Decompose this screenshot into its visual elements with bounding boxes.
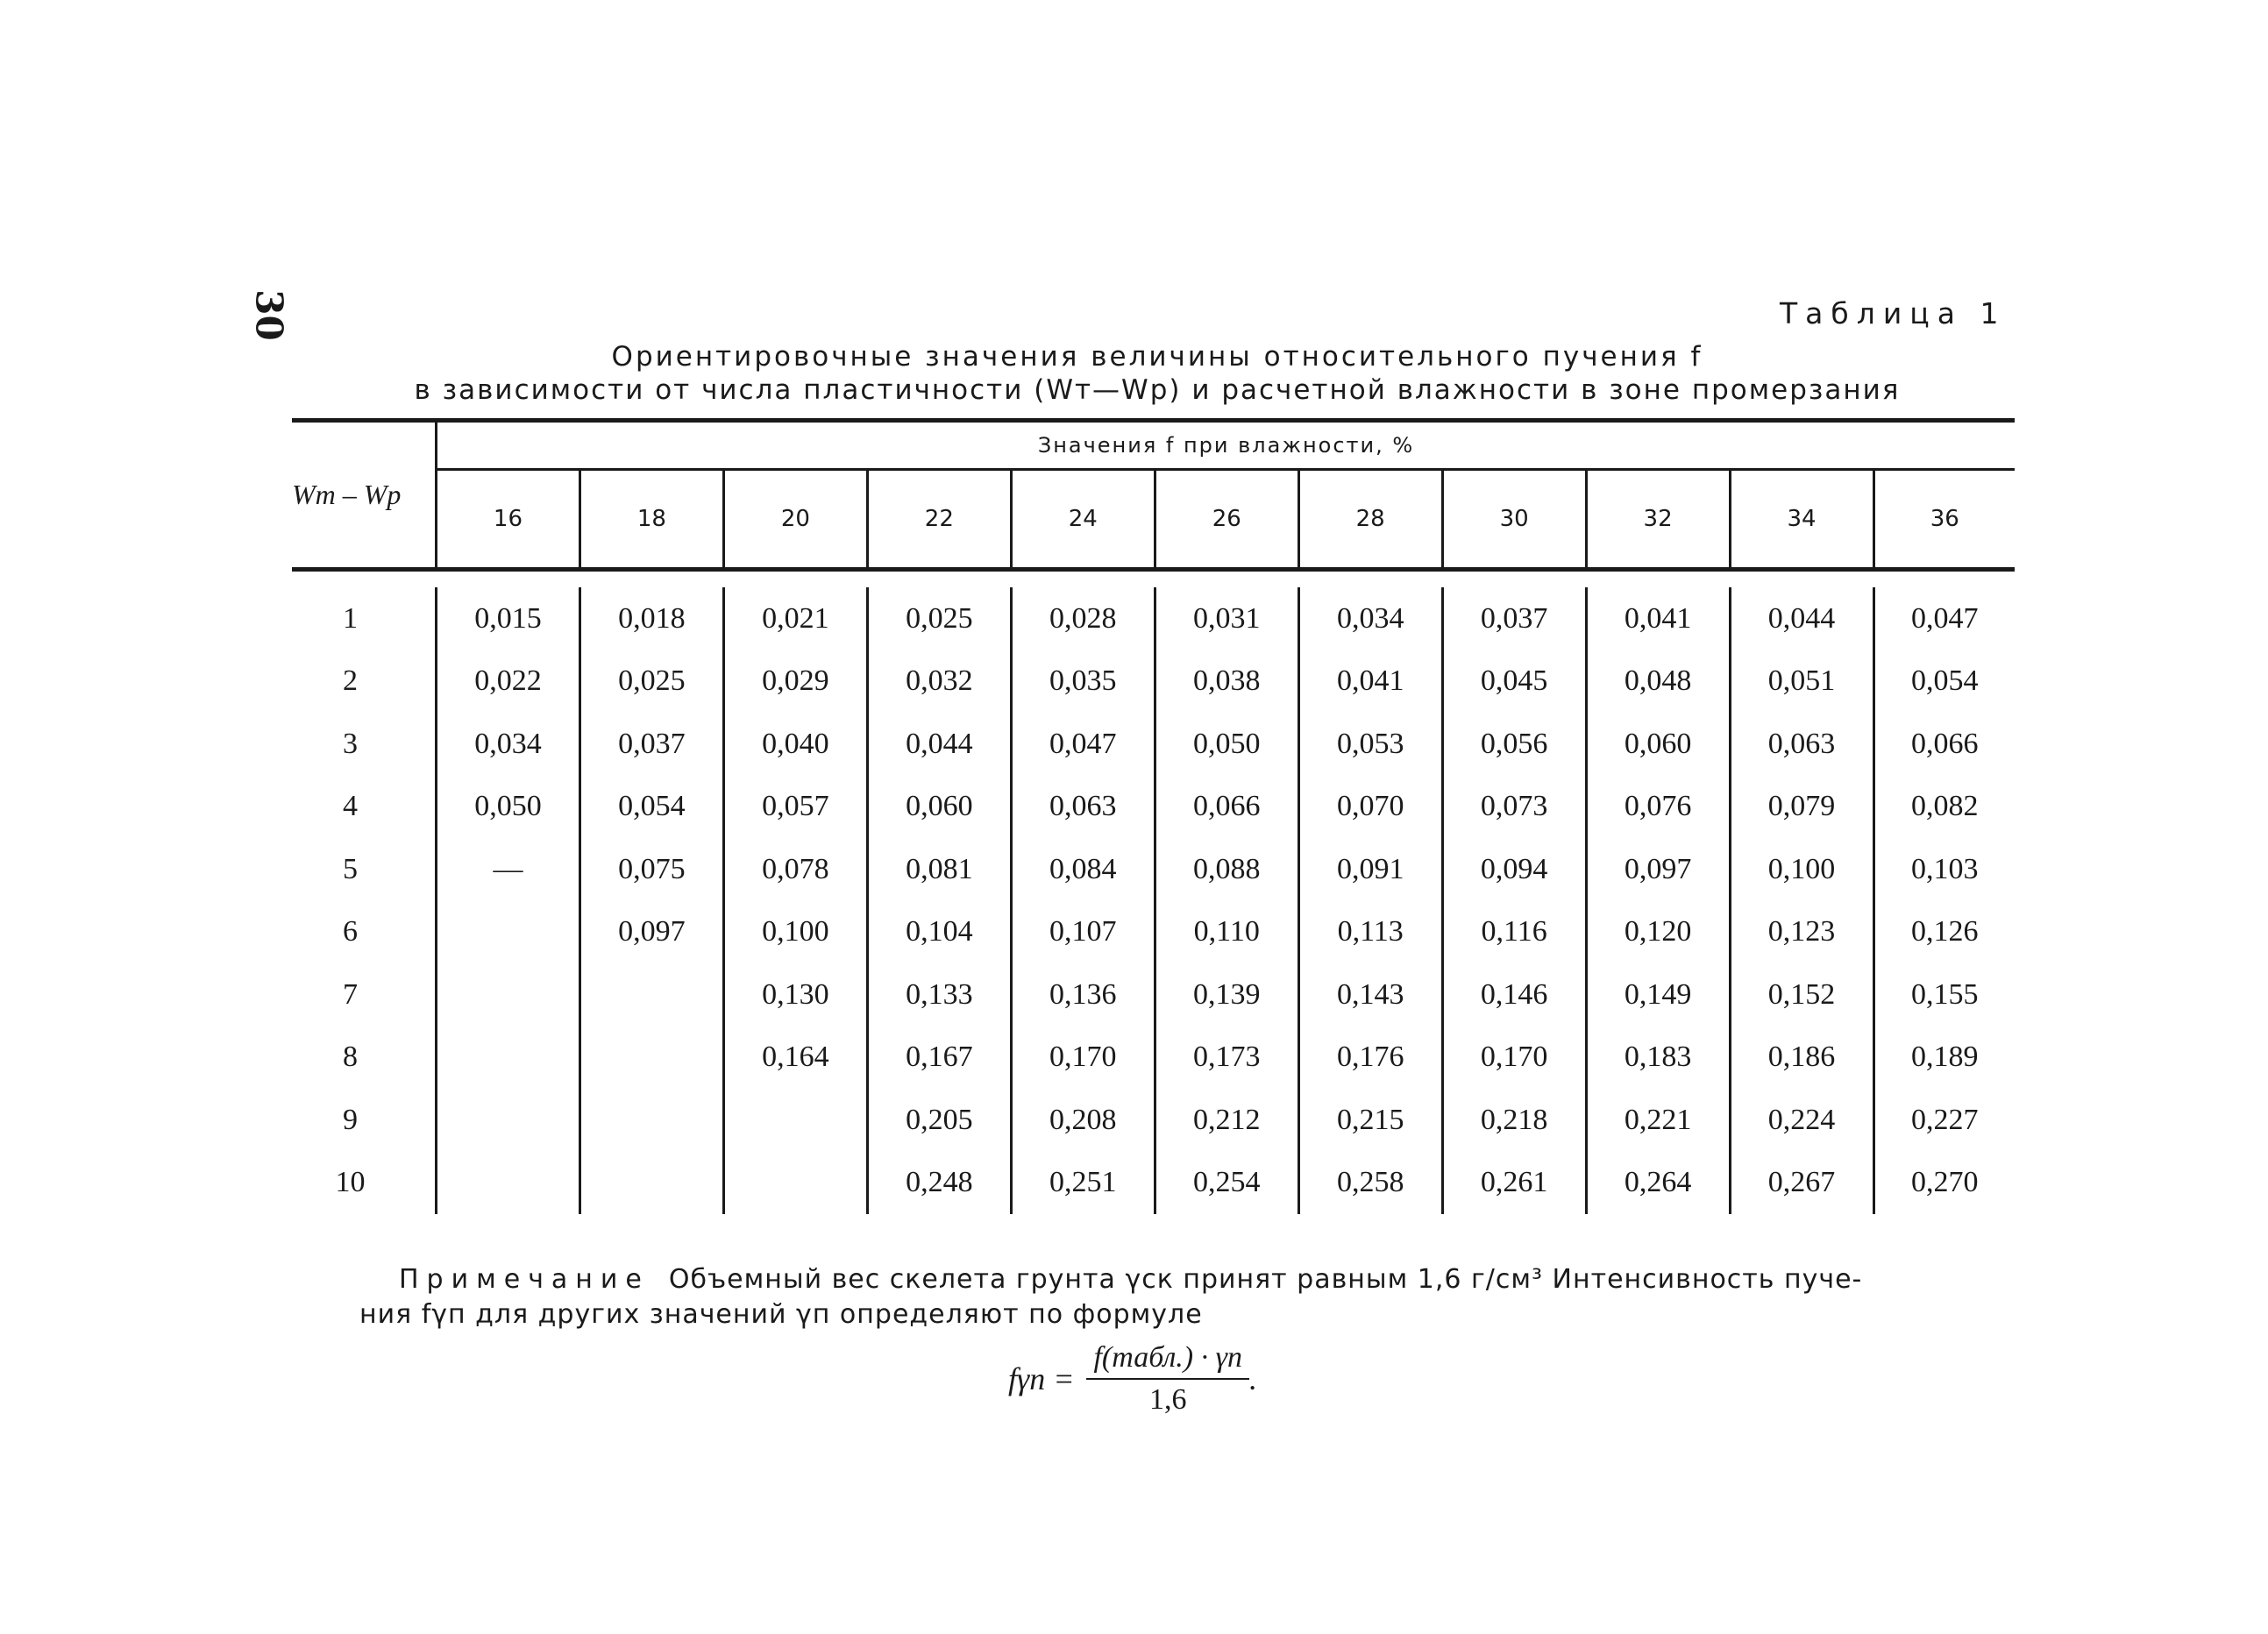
table-cell: 0,091 — [1298, 838, 1442, 901]
row-label: 6 — [343, 915, 358, 948]
table-cell: 0,097 — [1586, 838, 1730, 901]
table-cell — [579, 1152, 723, 1215]
table-cell: 0,075 — [579, 838, 723, 901]
table-row — [292, 901, 2015, 964]
table-cell: 0,248 — [867, 1152, 1011, 1215]
note-label: Примечание — [399, 1264, 650, 1295]
table-cell: 0,227 — [1873, 1089, 2015, 1152]
table-cell: 0,100 — [1730, 838, 1873, 901]
table-cell: 0,056 — [1442, 713, 1586, 776]
table-cell — [579, 1089, 723, 1152]
table-cell: 0,078 — [723, 838, 867, 901]
table-cell: 0,081 — [867, 838, 1011, 901]
table-cell — [437, 963, 580, 1027]
table-cell: 0,021 — [723, 587, 867, 650]
formula-end: . — [1249, 1361, 1258, 1396]
table-cell: 0,261 — [1442, 1152, 1586, 1215]
table-cell: 0,054 — [1873, 650, 2015, 714]
formula — [1008, 1341, 1257, 1417]
table-cell: 0,050 — [1155, 713, 1298, 776]
table-cell: 0,045 — [1442, 650, 1586, 714]
values-table — [292, 418, 2015, 1214]
table-cell — [437, 1089, 580, 1152]
formula-denominator: 1,6 — [1149, 1383, 1187, 1416]
row-label: 10 — [335, 1166, 366, 1199]
table-cell: 0,224 — [1730, 1089, 1873, 1152]
column-header-26: 26 — [1155, 470, 1298, 570]
column-header-32: 32 — [1586, 470, 1730, 570]
table-cell: 0,264 — [1586, 1152, 1730, 1215]
row-label: 7 — [343, 977, 358, 1011]
table-cell: 0,155 — [1873, 963, 2015, 1027]
table-cell: 0,022 — [437, 650, 580, 714]
table-cell: 0,097 — [579, 901, 723, 964]
row-label-header: Wт – Wр — [292, 421, 437, 570]
table-cell: 0,130 — [723, 963, 867, 1027]
table-cell: 0,029 — [723, 650, 867, 714]
table-cell: 0,053 — [1298, 713, 1442, 776]
table-cell: 0,176 — [1298, 1027, 1442, 1090]
table-cell — [723, 1152, 867, 1215]
table-cell: 0,208 — [1011, 1089, 1155, 1152]
table-cell: 0,267 — [1730, 1152, 1873, 1215]
column-header-22: 22 — [867, 470, 1011, 570]
row-label: 5 — [343, 852, 358, 885]
table-cell: 0,066 — [1155, 776, 1298, 839]
table-cell: 0,037 — [579, 713, 723, 776]
table-cell: 0,084 — [1011, 838, 1155, 901]
table-cell: 0,066 — [1873, 713, 2015, 776]
table-cell: 0,212 — [1155, 1089, 1298, 1152]
row-label: 9 — [343, 1103, 358, 1136]
table-cell: 0,126 — [1873, 901, 2015, 964]
row-label: 4 — [343, 790, 358, 823]
table-cell: 0,079 — [1730, 776, 1873, 839]
group-header: Значения f при влажности, % — [437, 421, 2016, 470]
table-cell: 0,057 — [723, 776, 867, 839]
table-cell: 0,070 — [1298, 776, 1442, 839]
table-row — [292, 838, 2015, 901]
table-row — [292, 776, 2015, 839]
table-cell: 0,060 — [867, 776, 1011, 839]
table-cell: 0,110 — [1155, 901, 1298, 964]
table-cell: 0,104 — [867, 901, 1011, 964]
table-cell: 0,136 — [1011, 963, 1155, 1027]
column-header-20: 20 — [723, 470, 867, 570]
table-row — [292, 963, 2015, 1027]
table-cell: 0,044 — [867, 713, 1011, 776]
table-cell: 0,143 — [1298, 963, 1442, 1027]
table-cell: 0,035 — [1011, 650, 1155, 714]
table-cell: 0,183 — [1586, 1027, 1730, 1090]
table-cell: 0,107 — [1011, 901, 1155, 964]
table-cell: 0,215 — [1298, 1089, 1442, 1152]
table-cell: — — [437, 838, 580, 901]
title-line-2: в зависимости от числа пластичности (Wт—Wр) и расчетной влажности в зоне промерзания — [414, 374, 1901, 406]
table-cell — [437, 1027, 580, 1090]
table-cell: 0,041 — [1586, 587, 1730, 650]
row-label: 2 — [343, 664, 358, 698]
column-header-24: 24 — [1011, 470, 1155, 570]
table-cell: 0,015 — [437, 587, 580, 650]
table-cell: 0,051 — [1730, 650, 1873, 714]
table-cell: 0,063 — [1011, 776, 1155, 839]
table-row — [292, 650, 2015, 714]
table-cell: 0,073 — [1442, 776, 1586, 839]
table-cell: 0,047 — [1873, 587, 2015, 650]
column-header-28: 28 — [1298, 470, 1442, 570]
table-cell: 0,186 — [1730, 1027, 1873, 1090]
table-cell: 0,133 — [867, 963, 1011, 1027]
column-header-34: 34 — [1730, 470, 1873, 570]
table-row — [292, 1027, 2015, 1090]
formula-numerator: f(табл.) · γп — [1086, 1341, 1249, 1380]
table-cell: 0,032 — [867, 650, 1011, 714]
title-line-1: Ориентировочные значения величины относительного пучения f — [611, 341, 1703, 373]
table-cell: 0,139 — [1155, 963, 1298, 1027]
table-cell: 0,038 — [1155, 650, 1298, 714]
table-cell: 0,254 — [1155, 1152, 1298, 1215]
table-row — [292, 1089, 2015, 1152]
table-cell — [579, 1027, 723, 1090]
table-cell: 0,025 — [867, 587, 1011, 650]
table-cell: 0,063 — [1730, 713, 1873, 776]
table-row — [292, 713, 2015, 776]
table-cell: 0,218 — [1442, 1089, 1586, 1152]
formula-fraction — [1086, 1341, 1249, 1417]
table-cell — [723, 1089, 867, 1152]
note-line-1: Объемный вес скелета грунта γск принят равным 1,6 г/см³ Интенсивность пуче- — [668, 1264, 1863, 1295]
table-cell: 0,018 — [579, 587, 723, 650]
table-cell: 0,113 — [1298, 901, 1442, 964]
table-cell: 0,152 — [1730, 963, 1873, 1027]
table-cell: 0,258 — [1298, 1152, 1442, 1215]
table-cell: 0,189 — [1873, 1027, 2015, 1090]
page-number: 30 — [247, 289, 291, 341]
table-cell: 0,103 — [1873, 838, 2015, 901]
table-cell: 0,060 — [1586, 713, 1730, 776]
table-cell: 0,076 — [1586, 776, 1730, 839]
table-cell: 0,054 — [579, 776, 723, 839]
table-cell: 0,028 — [1011, 587, 1155, 650]
table-cell: 0,164 — [723, 1027, 867, 1090]
table-cell: 0,270 — [1873, 1152, 2015, 1215]
table-cell: 0,048 — [1586, 650, 1730, 714]
column-header-row — [292, 470, 2015, 570]
table-cell: 0,031 — [1155, 587, 1298, 650]
table-cell: 0,116 — [1442, 901, 1586, 964]
table-cell: 0,040 — [723, 713, 867, 776]
table-cell: 0,173 — [1155, 1027, 1298, 1090]
table-cell: 0,146 — [1442, 963, 1586, 1027]
table-cell: 0,100 — [723, 901, 867, 964]
table-label: Таблица 1 — [1780, 296, 2007, 330]
table-cell: 0,034 — [1298, 587, 1442, 650]
column-header-18: 18 — [579, 470, 723, 570]
table-cell: 0,088 — [1155, 838, 1298, 901]
table-cell: 0,167 — [867, 1027, 1011, 1090]
table-cell: 0,221 — [1586, 1089, 1730, 1152]
table-cell: 0,251 — [1011, 1152, 1155, 1215]
row-label: 1 — [343, 601, 358, 635]
table-row — [292, 1152, 2015, 1215]
formula-lhs: fγп = — [1008, 1361, 1075, 1396]
table-cell: 0,094 — [1442, 838, 1586, 901]
table-cell: 0,047 — [1011, 713, 1155, 776]
table-cell: 0,082 — [1873, 776, 2015, 839]
column-header-30: 30 — [1442, 470, 1586, 570]
note-line-2: ния fγп для других значений γп определяют по формуле — [359, 1299, 1203, 1330]
column-header-36: 36 — [1873, 470, 2015, 570]
row-label: 8 — [343, 1041, 358, 1074]
table-cell: 0,170 — [1011, 1027, 1155, 1090]
table-row — [292, 587, 2015, 650]
table-cell: 0,120 — [1586, 901, 1730, 964]
table-cell: 0,034 — [437, 713, 580, 776]
table-cell: 0,205 — [867, 1089, 1011, 1152]
table-cell — [437, 901, 580, 964]
table-title — [298, 340, 2016, 407]
table-cell: 0,123 — [1730, 901, 1873, 964]
table-cell: 0,037 — [1442, 587, 1586, 650]
table-cell: 0,170 — [1442, 1027, 1586, 1090]
column-header-16: 16 — [437, 470, 580, 570]
row-label: 3 — [343, 727, 358, 760]
table-cell: 0,044 — [1730, 587, 1873, 650]
table-cell — [437, 1152, 580, 1215]
note — [359, 1262, 2012, 1332]
table-cell: 0,025 — [579, 650, 723, 714]
table-cell: 0,041 — [1298, 650, 1442, 714]
table-cell — [579, 963, 723, 1027]
table-cell: 0,050 — [437, 776, 580, 839]
table-cell: 0,149 — [1586, 963, 1730, 1027]
